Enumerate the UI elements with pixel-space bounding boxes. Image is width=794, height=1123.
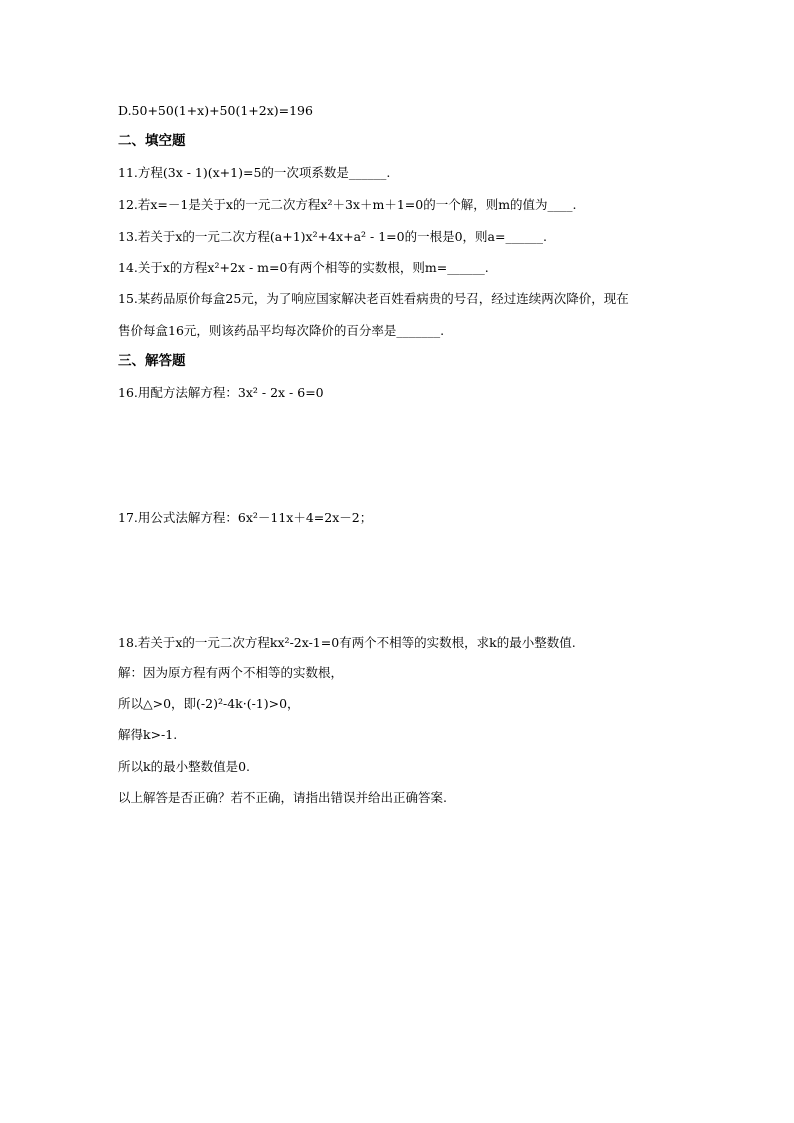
question-14: 14.关于x的方程x²+2x - m=0有两个相等的实数根，则m=______. [118,260,489,275]
solution-line-4: 所以k的最小整数值是0. [118,759,251,774]
question-11: 11.方程(3x - 1)(x+1)=5的一次项系数是______. [118,165,391,180]
question-13: 13.若关于x的一元二次方程(a+1)x²+4x+a² - 1=0的一根是0，则a=______. [118,229,547,244]
question-17: 17.用公式法解方程：6x²－11x＋4=2x－2； [118,510,373,525]
solution-line-5: 以上解答是否正确？若不正确，请指出错误并给出正确答案. [118,790,447,805]
question-15-line-1: 15.某药品原价每盒25元，为了响应国家解决老百姓看病贵的号召，经过连续两次降价，现在 [118,291,629,306]
question-18: 18.若关于x的一元二次方程kx²-2x-1=0有两个不相等的实数根，求k的最小整数值. [118,635,576,650]
section-heading-fill-in: 二、填空题 [118,133,186,149]
option-d-text: D.50+50(1+x)+50(1+2x)=196 [118,103,313,118]
question-16: 16.用配方法解方程：3x² - 2x - 6=0 [118,385,324,400]
solution-line-3: 解得k>-1. [118,727,178,742]
solution-line-1: 解：因为原方程有两个不相等的实数根， [118,665,344,680]
solution-line-2: 所以△>0，即(-2)²-4k·(-1)>0， [118,696,300,711]
question-15-line-2: 售价每盒16元，则该药品平均每次降价的百分率是_______. [118,323,445,338]
question-12: 12.若x=－1是关于x的一元二次方程x²＋3x＋m＋1=0的一个解，则m的值为____. [118,197,577,212]
section-heading-answers: 三、解答题 [118,353,186,369]
